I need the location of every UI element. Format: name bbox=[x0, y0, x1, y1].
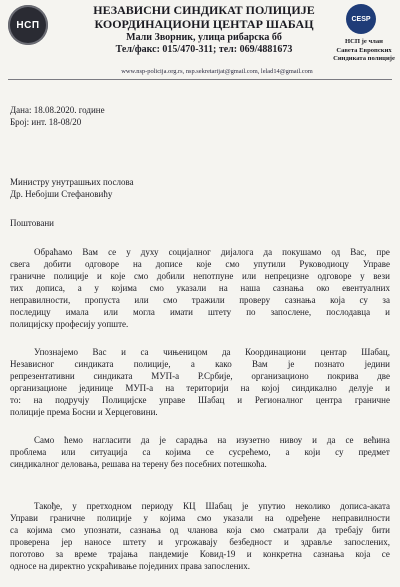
paragraph-line: тих дописа, а у којима смо указали на наша сазнања око евентуалних bbox=[10, 283, 390, 293]
document-date: Дана: 18.08.2020. године bbox=[10, 105, 105, 115]
paragraph-line: Упознајемо Вас и са чињеницом да Координациони центар Шабац, bbox=[34, 347, 390, 357]
membership-note bbox=[331, 38, 397, 64]
paragraph-2 bbox=[10, 346, 390, 418]
paragraph-3 bbox=[10, 434, 390, 470]
paragraph-line: синдикалног деловања, решава на терену без посебних потешкоћа. bbox=[10, 459, 267, 469]
paragraph-line: Управи граничне полиције у којима смо указали на одређене неправилности bbox=[10, 513, 390, 523]
paragraph-line: граничне полиције и које смо добили непотпуне или непрецизне одговоре у вези bbox=[10, 271, 390, 281]
recipient-block bbox=[10, 176, 134, 200]
contact-web-email: www.nsp-policija.org.rs, nsp.sekretarijat@gmail.com, lelad14@gmail.com bbox=[121, 68, 313, 75]
paragraph-line: проверена јер наносе штету и угрожавају безбедност и здравље запослених, bbox=[10, 537, 390, 547]
document-number: Број: инт. 18-08/20 bbox=[10, 117, 82, 127]
cesp-logo-icon bbox=[346, 4, 376, 34]
paragraph-line: репрезентативни синдиката МУП-а Р.Србије, организационо покрива две bbox=[10, 371, 390, 381]
logo-left-text: НСП bbox=[16, 19, 40, 31]
membership-line-1: НСП је члан bbox=[345, 38, 383, 45]
paragraph-line: свега добити одговоре на дописе које смо упутили Руководиоцу Управе bbox=[10, 259, 390, 269]
paragraph-line: Само ћемо нагласити да је сарадња на изузетно нивоу и да се већина bbox=[34, 435, 390, 445]
letterhead-address: Мали Зворник, улица рибарска бб bbox=[126, 32, 282, 43]
letterhead-phones: Тел/факс: 015/470-311; тел: 069/4881673 bbox=[115, 44, 293, 55]
union-emblem-icon bbox=[8, 5, 48, 45]
paragraph-line: неправилности, пропуста или смо тражили проверу сазнања која су за bbox=[10, 295, 390, 305]
document-meta bbox=[10, 104, 105, 128]
paragraph-line: Независног синдиката полиције, а како Вам је познато једини bbox=[10, 359, 390, 369]
greeting: Поштовани bbox=[10, 218, 55, 228]
paragraph-line: последицу имала или могла имати штету по запослене, послодавца и bbox=[10, 307, 390, 317]
membership-line-2: Савета Европских bbox=[336, 46, 392, 54]
paragraph-line: организационе јединице МУП-а на територији на којој синдикално делује и bbox=[10, 383, 390, 393]
membership-line-3: Синдиката полиције bbox=[333, 55, 395, 62]
recipient-line-2: Др. Небојши Стефановићу bbox=[10, 189, 113, 199]
paragraph-line: са којима смо упознати, сазнања од чланова која смо сматрали да требају бити bbox=[10, 525, 390, 535]
paragraph-line: Обраћамо Вам се у духу социјалног дијалога да покушамо од Вас, пре bbox=[34, 247, 390, 257]
paragraph-line: полицијску професију уопште. bbox=[10, 319, 129, 329]
paragraph-4 bbox=[10, 500, 390, 572]
letterhead-title-1: НЕЗАВИСНИ СИНДИКАТ ПОЛИЦИЈЕ bbox=[93, 3, 315, 17]
header-divider bbox=[8, 79, 392, 80]
letterhead bbox=[72, 3, 336, 56]
paragraph-line: односе на директно ускраћивање појединих права запослених. bbox=[10, 561, 250, 571]
letterhead-title-2: КООРДИНАЦИОНИ ЦЕНТАР ШАБАЦ bbox=[94, 17, 314, 31]
logo-right-text: CESP bbox=[351, 15, 371, 23]
paragraph-line: полиције према Босни и Херцеговини. bbox=[10, 407, 158, 417]
paragraph-line: то: на подручју Полицијске управе Шабац и Регионалног центра граничне bbox=[10, 395, 390, 405]
paragraph-1 bbox=[10, 246, 390, 330]
paragraph-line: Такође, у претходном периоду КЦ Шабац је упутио неколико дописа-аката bbox=[34, 501, 390, 511]
paragraph-line: проблема или ситуација са којима се сусрећемо, а који су предмет bbox=[10, 447, 390, 457]
recipient-line-1: Министру унутрашњих послова bbox=[10, 177, 134, 187]
paragraph-line: поготово за време трајања пандемије Ковид-19 и конкретна сазнања која се bbox=[10, 549, 390, 559]
